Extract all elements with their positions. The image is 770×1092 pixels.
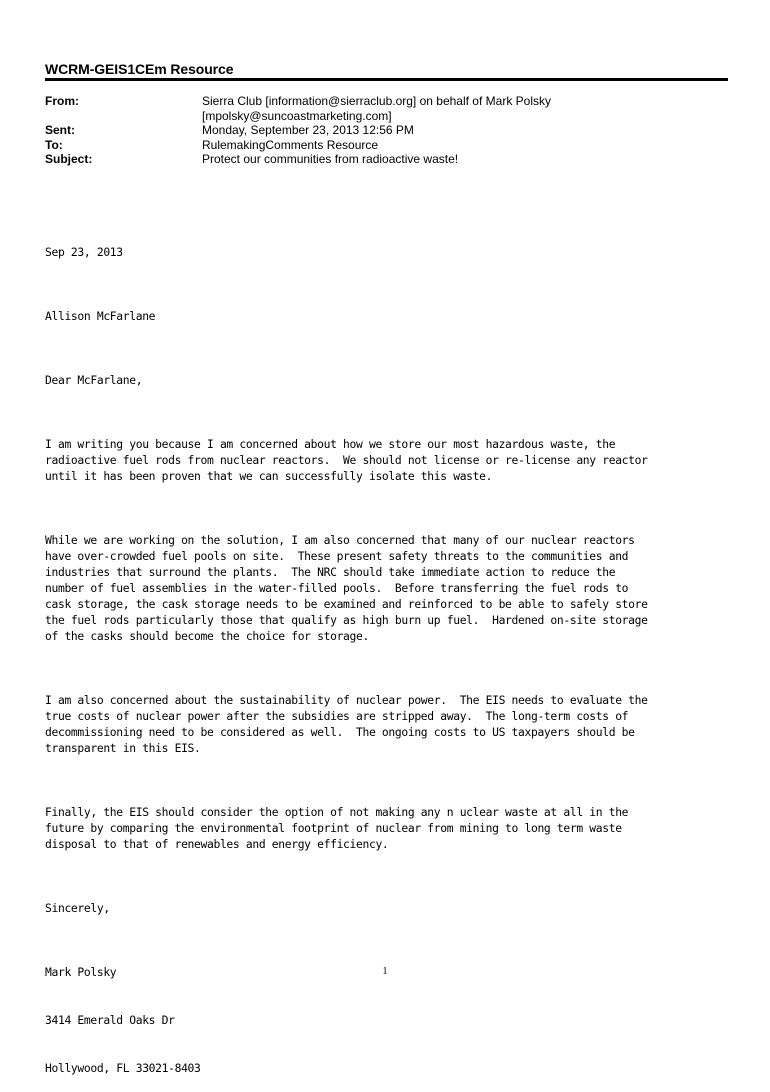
header-row-subject: [45, 152, 728, 167]
header-row-sent: [45, 123, 728, 138]
document-title: WCRM-GEIS1CEm Resource: [45, 61, 234, 77]
address-line-1: 3414 Emerald Oaks Dr: [45, 1013, 175, 1027]
letter-salutation: Dear McFarlane,: [45, 373, 143, 387]
letter-closing: Sincerely,: [45, 901, 110, 915]
header-value-to: RulemakingComments Resource: [202, 137, 379, 152]
page-number: 1: [382, 966, 388, 977]
letter-paragraph-3: I am also concerned about the sustainability of nuclear power. The EIS needs to evaluate the true costs of nuclear power after the subsidies are stripped away. The long-term costs of decommissioning need to be considered as well. The ongoing costs to US taxpayers should be transparent in this EIS.: [45, 693, 648, 755]
letter-body: [45, 212, 735, 1092]
letter-date: Sep 23, 2013: [45, 245, 123, 259]
header-value-from: [202, 94, 728, 123]
header-label-sent: Sent:: [45, 123, 75, 138]
header-label-subject: Subject:: [45, 152, 93, 167]
title-divider: [45, 78, 728, 81]
address-line-2: Hollywood, FL 33021-8403: [45, 1061, 201, 1075]
letter-recipient: Allison McFarlane: [45, 309, 156, 323]
header-value-subject: Protect our communities from radioactive waste!: [202, 152, 459, 167]
letter-paragraph-2: While we are working on the solution, I am also concerned that many of our nuclear reactors have over-crowded fuel pools on site. These present safety threats to the communities and industries that surround the plants. The NRC should take immediate action to reduce the number of fuel assemblies in the water-filled pools. Before transferring the fuel rods to cask storage, the cask storage needs to be examined and reinforced to be able to safely store the fuel rods particularly those that qualify as high burn up fuel. Hardened on-site storage of the casks should become the choice for storage.: [45, 533, 648, 643]
header-label-from: From:: [45, 94, 79, 108]
header-row-to: [45, 138, 728, 153]
email-header-block: [45, 94, 728, 167]
signature-name: Mark Polsky: [45, 965, 117, 979]
letter-paragraph-4: Finally, the EIS should consider the option of not making any n uclear waste at all in the future by comparing the environmental footprint of nuclear from mining to long term waste disposal to that of renewables and energy efficiency.: [45, 805, 629, 851]
letter-paragraph-1: I am writing you because I am concerned about how we store our most hazardous waste, the radioactive fuel rods from nuclear reactors. We should not license or re-license any reactor until it has been proven that we can successfully isolate this waste.: [45, 437, 648, 483]
header-value-sent: Monday, September 23, 2013 12:56 PM: [202, 123, 414, 138]
header-row-from: [45, 94, 728, 123]
header-value-from-line-2: [mpolsky@suncoastmarketing.com]: [202, 108, 392, 123]
header-label-to: To:: [45, 137, 63, 152]
header-value-from-line-1: Sierra Club [information@sierraclub.org] on behalf of Mark Polsky: [202, 94, 551, 108]
